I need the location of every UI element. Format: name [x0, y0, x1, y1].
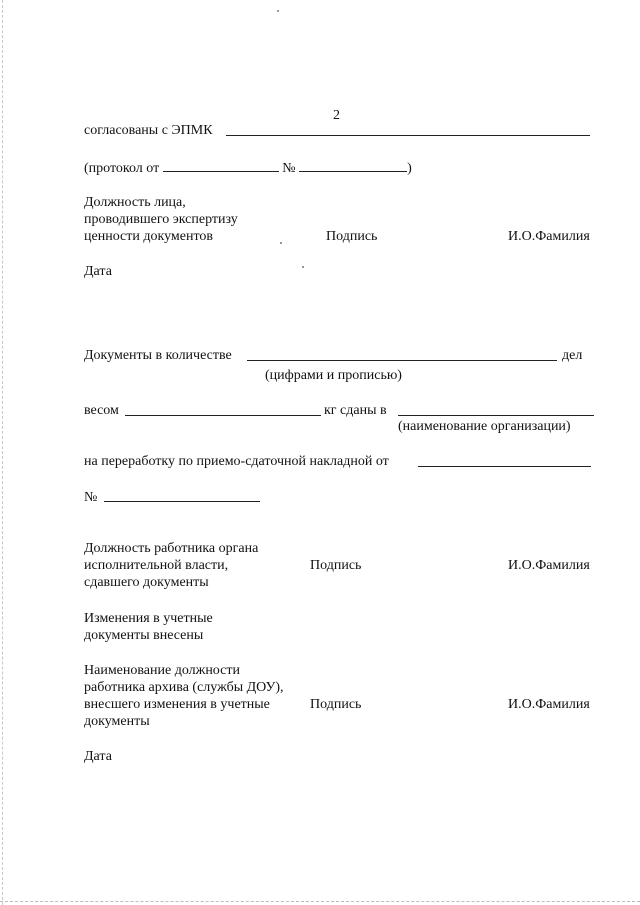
documents-hint: (цифрами и прописью) — [265, 368, 402, 383]
protocol-row — [84, 158, 412, 177]
invoice-number-line[interactable] — [104, 501, 260, 502]
protocol-number-line[interactable] — [299, 158, 407, 172]
documents-label: Документы в количестве — [84, 348, 232, 363]
protocol-close: ) — [407, 161, 412, 176]
expert-position: Должность лица, проводившего экспертизу ценности документов — [84, 195, 238, 244]
expert-signature: Подпись — [326, 229, 378, 244]
documents-unit: дел — [562, 348, 583, 363]
archive-signature: Подпись — [310, 697, 362, 712]
archive-position: Наименование должности работника архива (службы ДОУ), внесшего изменения в учетные документы — [84, 663, 284, 729]
organization-line[interactable] — [398, 415, 594, 416]
recycling-label: на переработку по приемо-сдаточной накладной от — [84, 454, 389, 469]
scan-edge-left — [2, 0, 3, 905]
organization-hint: (наименование организации) — [398, 419, 571, 434]
weight-label: весом — [84, 403, 119, 418]
scan-speck — [277, 10, 279, 12]
page-number: 2 — [333, 108, 340, 123]
date-label-1: Дата — [84, 264, 112, 279]
invoice-date-line[interactable] — [418, 466, 591, 467]
scan-speck — [280, 242, 282, 244]
employee-signature: Подпись — [310, 558, 362, 573]
date-label-2: Дата — [84, 749, 112, 764]
protocol-date-line[interactable] — [163, 158, 279, 172]
agreed-line[interactable] — [226, 135, 590, 136]
scan-speck — [302, 266, 304, 268]
scan-edge-bottom — [0, 901, 640, 902]
changes-text: Изменения в учетные документы внесены — [84, 611, 213, 643]
weight-line[interactable] — [125, 415, 321, 416]
employee-name: И.О.Фамилия — [508, 558, 590, 573]
expert-name: И.О.Фамилия — [508, 229, 590, 244]
protocol-number-sign: № — [282, 161, 296, 176]
employee-position: Должность работника органа исполнительной власти, сдавшего документы — [84, 541, 259, 590]
archive-name: И.О.Фамилия — [508, 697, 590, 712]
documents-count-line[interactable] — [247, 360, 557, 361]
protocol-open: (протокол от — [84, 161, 160, 176]
weight-kg-text: кг сданы в — [324, 403, 387, 418]
agreed-label: согласованы с ЭПМК — [84, 123, 213, 138]
number-sign: № — [84, 490, 98, 505]
